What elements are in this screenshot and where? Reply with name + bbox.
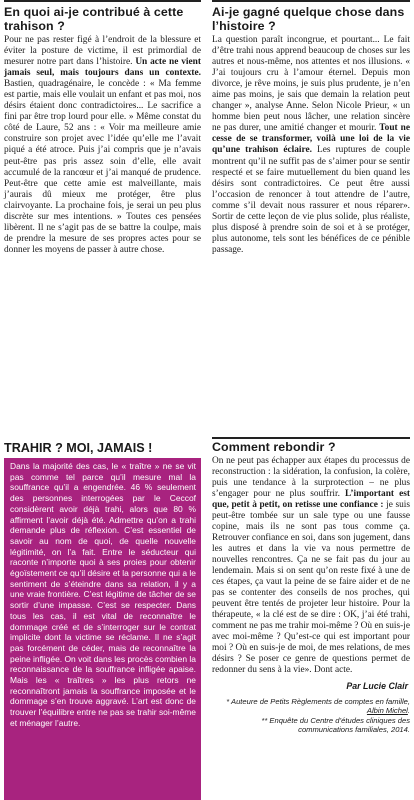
footnote-1-text: * Auteure de Petits Règlements de comptes en famille, bbox=[226, 697, 410, 706]
footnote-1 bbox=[222, 697, 410, 716]
right-column-lower bbox=[212, 441, 410, 676]
left-paragraph-intro: Pour ne pas rester figé à l’endroit de la blessure et éviter la posture de victime, il est primordial de mesurer notre part dans l’histoire. bbox=[4, 35, 201, 68]
author-signature: Par Lucie Clair bbox=[346, 681, 408, 691]
right-paragraph-rebound-emphasis: L’important est que, petit à petit, on retisse une confiance : bbox=[212, 488, 410, 510]
box-title: TRAHIR ? MOI, JAMAIS ! bbox=[4, 441, 153, 455]
right-paragraph-gain-emphasis: Tout ne cesse de se transformer, voilà une loi de la vie qu’une trahison éclaire. bbox=[212, 123, 410, 156]
footnote-1-period: . bbox=[407, 706, 410, 716]
footnotes bbox=[222, 697, 410, 734]
right-paragraph-rebound bbox=[212, 456, 410, 677]
right-paragraph-gain bbox=[212, 35, 410, 256]
right-column bbox=[212, 0, 410, 256]
right-paragraph-rebound-end: je suis peut-être tombée sur un sale type ou une fausse copine, mais ils ne sont pas tous comme ça. Retrouver confiance en soi, dans son jugement, dans les autres et dans la vie va nous permettre de nouvelles rencontres. Ça ne se fait pas du jour au lendemain. Mais si on sent qu’on reste fixé à une de ces étapes, ça vaut la peine de se faire aider et de ne pas se contenter des conseils de nos proches, qui peuvent être tentés de projeter leur histoire. Pour la thérapeute, « la clé est de se dire : OK, j’ai été trahi, comment ne pas me trahir moi-même ? Où en suis-je avec moi-même ? Qu’est-ce qui est important pour moi ? Où en suis-je de moi, de mes relations, de mes désirs ? Se poser ce genre de questions permet de redonner du sens à la vie». Dont acte. bbox=[212, 499, 410, 676]
heading-gain: Ai-je gagné quelque chose dans l’histoire ? bbox=[212, 5, 405, 33]
heading-rebound: Comment rebondir ? bbox=[212, 440, 336, 454]
left-paragraph-emphasis: Un acte ne vient jamais seul, mais toujours dans un contexte. bbox=[4, 57, 201, 79]
left-paragraph bbox=[4, 35, 201, 256]
right-paragraph-rebound-start: On ne peut pas échapper aux étapes du processus de reconstruction : la sidération, la confusion, la colère, puis une tendance à la surprotection – ne plus s’engager pour ne plus souffrir. bbox=[212, 455, 410, 499]
footnote-1-publisher: Albin Michel bbox=[366, 706, 408, 716]
left-paragraph-body: Bastien, quadragénaire, le concède : « Ma femme est partie, mais elle voulait un enfant et pas moi, nos désirs étaient donc contradictoires... Le sacrifice a fini par être trop lourd pour elle. » Même constat du côté de Laure, 52 ans : « Voir ma meilleure amie construire son projet avec l’idée qu’elle me l’avait piqué a été atroce. Puis j’ai compris que je n’avais peut-être pas pris assez soin d’elle, elle avait accumulé de la rancœur et j’ai manqué de prudence. Peut-être que cette amie est malveillante, mais j’aurais dû mieux me protéger, être plus clairvoyante. La prochaine fois, je serai un peu plus discrète sur mes intentions. » Toutes ces pensées libèrent. Il ne s’agit pas de se battre la coulpe, mais de prendre la mesure de ses propres actes pour se donner les moyens de passer à autre chose. bbox=[4, 79, 201, 255]
right-paragraph-gain-start: La question paraît incongrue, et pourtant... Le fait d’être trahi nous apprend beaucoup de choses sur les autres et nous-même, nos attentes et nos illusions. « J’ai toujours cru à l’amour éternel. Depuis mon divorce, je rêve moins, je suis plus prudente, je n’en aime pas moins, je sais que demain la relation peut changer », analyse Anne. Selon Nicole Prieur, « un homme bien peut nous lâcher, une relation sincère ne pas durer, une amitié changer et mourir. bbox=[212, 35, 410, 134]
heading-contribution: En quoi ai-je contribué à cette trahison ? bbox=[4, 5, 184, 33]
right-mid-rule bbox=[212, 437, 410, 439]
right-paragraph-gain-end: Les ruptures de couple montrent qu’il ne suffit pas de s’aimer pour se sentir respecté et se faire mutuellement du bien quand les désirs sont contradictoires. Ce peut être aussi l’occasion de renoncer à tout attendre de l’autre, comme s’il devait nous rassurer et nous réparer». Sortir de cette leçon de vie plus solide, plus réaliste, plus disposé à prendre soin de soi et à se protéger, plus autonome, tels sont les bénéfices de ce pénible passage. bbox=[212, 145, 410, 255]
box-text: Dans la majorité des cas, le « traître » ne se vit pas comme tel parce qu’il mesure mal la souffrance qu’il a engendrée. 46 % seulement des personnes interrogées par le Ceccof considèrent avoir déjà trahi, alors que 80 % affirment l’avoir déjà été. Admettre qu’on a trahi demande plus de réflexion. C’est essentiel de savoir au nom de quoi, de quelle nouvelle légitimité, on l’a fait. Entre le séducteur qui raconte n’importe quoi à ses proies pour obtenir égoïstement ce qu’il désire et la personne qui a le sentiment de s’éteindre dans sa relation, il y a une vraie frontière. C’est légitime de tâcher de se sortir d’une impasse. C’est se respecter. Dans tous les cas, il est vital de reconnaître le dommage créé et de s’interroger sur le contrat implicite dont la victime se réclame. Il ne s’agit pas forcément de céder, mais de reconnaître la peine infligée. On voit dans les procès combien la reconnaissance de la souffrance infligée apaise. Mais les « traîtres » les plus retors ne reconnaîtront jamais la souffrance imposée et le dommage s’en trouve aggravé. L’art est donc de trouver l’équilibre entre ne pas se trahir soi-même et ménager l’autre. bbox=[10, 461, 196, 728]
footnote-2: ** Enquête du Centre d’études cliniques des communications familiales, 2014. bbox=[261, 715, 410, 734]
left-column bbox=[4, 0, 201, 256]
